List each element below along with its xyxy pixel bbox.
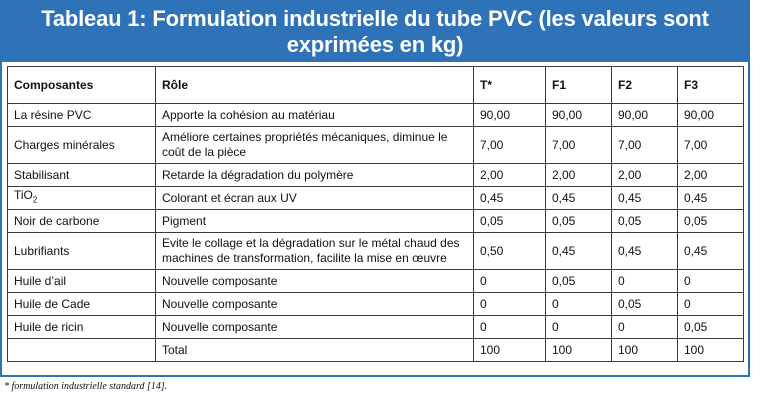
cell-role: Nouvelle composante — [156, 270, 474, 293]
cell-f1: 0 — [546, 316, 612, 339]
table-row — [8, 164, 744, 187]
cell-f1: 7,00 — [546, 127, 612, 164]
cell-t: 0 — [474, 316, 546, 339]
cell-role: Nouvelle composante — [156, 316, 474, 339]
cell-f1: 0,45 — [546, 233, 612, 270]
cell-f1: 0,05 — [546, 210, 612, 233]
table-row — [8, 270, 744, 293]
cell-role: Pigment — [156, 210, 474, 233]
total-t: 100 — [474, 339, 546, 362]
header-role: Rôle — [156, 67, 474, 104]
cell-f1: 0,45 — [546, 187, 612, 210]
title-line-2: exprimées en kg) — [286, 32, 464, 57]
cell-t: 2,00 — [474, 164, 546, 187]
cell-f2: 0,05 — [612, 210, 678, 233]
footnote: * formulation industrielle standard [14]. — [4, 381, 168, 392]
table-row — [8, 187, 744, 210]
cell-f2: 0,45 — [612, 233, 678, 270]
header-t: T* — [474, 67, 546, 104]
formulation-table — [7, 66, 744, 362]
header-f2: F2 — [612, 67, 678, 104]
total-f3: 100 — [678, 339, 744, 362]
cell-f2: 90,00 — [612, 104, 678, 127]
cell-t: 0,50 — [474, 233, 546, 270]
cell-f1: 0,05 — [546, 270, 612, 293]
total-label: Total — [156, 339, 474, 362]
cell-f2: 0 — [612, 270, 678, 293]
cell-t: 0,45 — [474, 187, 546, 210]
cell-f3: 2,00 — [678, 164, 744, 187]
cell-f2: 2,00 — [612, 164, 678, 187]
header-row — [8, 67, 744, 104]
cell-composante: Huile d’ail — [8, 270, 156, 293]
cell-f2: 7,00 — [612, 127, 678, 164]
cell-f2: 0 — [612, 316, 678, 339]
cell-f2: 0,05 — [612, 293, 678, 316]
cell-t: 0,05 — [474, 210, 546, 233]
cell-f2: 0,45 — [612, 187, 678, 210]
cell-f1: 2,00 — [546, 164, 612, 187]
header-composantes: Composantes — [8, 67, 156, 104]
cell-empty — [8, 339, 156, 362]
cell-t: 0 — [474, 293, 546, 316]
cell-f1: 90,00 — [546, 104, 612, 127]
header-f3: F3 — [678, 67, 744, 104]
cell-role: Colorant et écran aux UV — [156, 187, 474, 210]
table-title — [2, 2, 748, 62]
cell-composante: Huile de ricin — [8, 316, 156, 339]
table-row — [8, 210, 744, 233]
title-line-1: Tableau 1: Formulation industrielle du tube PVC (les valeurs sont — [41, 6, 709, 31]
cell-f3: 90,00 — [678, 104, 744, 127]
cell-role: Evite le collage et la dégradation sur le métal chaud des machines de transformation, facilite la mise en œuvre — [156, 233, 474, 270]
subscript: 2 — [32, 195, 38, 205]
table-row — [8, 293, 744, 316]
cell-role: Nouvelle composante — [156, 293, 474, 316]
cell-f3: 0,45 — [678, 233, 744, 270]
table-row — [8, 104, 744, 127]
cell-composante: Lubrifiants — [8, 233, 156, 270]
cell-t: 90,00 — [474, 104, 546, 127]
cell-f3: 0,05 — [678, 316, 744, 339]
cell-composante: La résine PVC — [8, 104, 156, 127]
cell-role: Apporte la cohésion au matériau — [156, 104, 474, 127]
cell-composante: Huile de Cade — [8, 293, 156, 316]
cell-role: Retarde la dégradation du polymère — [156, 164, 474, 187]
total-f2: 100 — [612, 339, 678, 362]
table-row — [8, 233, 744, 270]
header-f1: F1 — [546, 67, 612, 104]
cell-f3: 0,05 — [678, 210, 744, 233]
cell-t: 0 — [474, 270, 546, 293]
table-row — [8, 127, 744, 164]
total-row — [8, 339, 744, 362]
cell-f3: 7,00 — [678, 127, 744, 164]
total-f1: 100 — [546, 339, 612, 362]
cell-composante: TiO$_2$ — [8, 187, 156, 210]
cell-f3: 0 — [678, 270, 744, 293]
cell-composante: Stabilisant — [8, 164, 156, 187]
cell-f3: 0,45 — [678, 187, 744, 210]
cell-composante: Noir de carbone — [8, 210, 156, 233]
table-row — [8, 316, 744, 339]
cell-role: Améliore certaines propriétés mécaniques, diminue le coût de la pièce — [156, 127, 474, 164]
cell-composante: Charges minérales — [8, 127, 156, 164]
cell-t: 7,00 — [474, 127, 546, 164]
cell-f3: 0 — [678, 293, 744, 316]
cell-f1: 0 — [546, 293, 612, 316]
